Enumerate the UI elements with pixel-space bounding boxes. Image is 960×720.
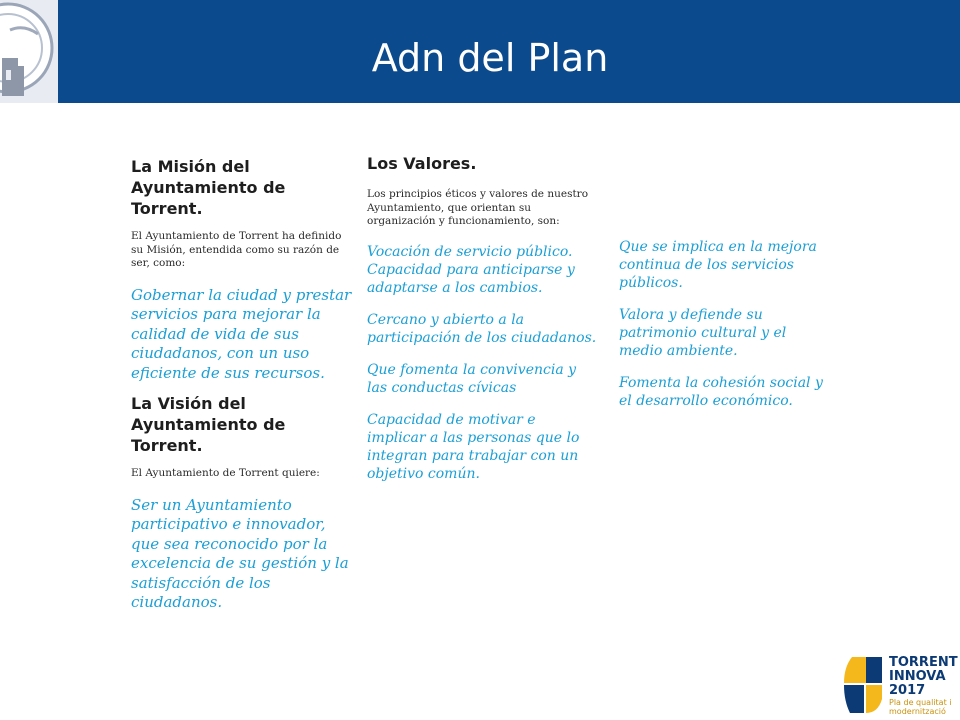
- valor-item: Capacidad para anticiparse y adaptarse a los cambios.: [367, 261, 575, 296]
- vision-statement: Ser un Ayuntamiento participativo e innovador, que sea reconocido por la excelencia de su gestión y la satisfacción de los ciudadanos.: [131, 495, 349, 611]
- valor-item: Valora y defiende su patrimonio cultural y el medio ambiente.: [619, 307, 787, 359]
- valor-item: Capacidad de motivar e implicar a las personas que lo integran para trabajar con un objetivo común.: [367, 411, 580, 482]
- valor-item: Que se implica en la mejora continua de los servicios públicos.: [619, 239, 817, 291]
- valor-item: Cercano y abierto a la participación de los ciudadanos.: [367, 311, 597, 346]
- valor-item: Fomenta la cohesión social y el desarrollo económico.: [619, 375, 823, 409]
- column-valores: [367, 153, 597, 483]
- brand-line-pla: Pla de qualitat i: [889, 698, 952, 707]
- column-mision-vision: [131, 156, 356, 613]
- brand-line-innova: INNOVA: [889, 669, 946, 684]
- brand-line-year: 2017: [889, 683, 926, 698]
- valores-intro: Los principios éticos y valores de nuestro Ayuntamiento, que orientan su organización y funcionamiento, son:: [367, 188, 589, 227]
- slide-header: [0, 0, 960, 103]
- brand-line-torrent: TORRENT: [889, 655, 958, 670]
- mision-statement: Gobernar la ciudad y prestar servicios para mejorar la calidad de vida de sus ciudadanos, con un uso eficiente de sus recursos.: [131, 285, 352, 382]
- column-valores-cont: [619, 238, 834, 410]
- vision-heading: La Visión del Ayuntamiento de Torrent.: [131, 394, 286, 455]
- valor-item: Que fomenta la convivencia y las conductas cívicas: [367, 361, 577, 396]
- valor-item: Vocación de servicio público.: [367, 243, 573, 260]
- mision-heading: La Misión del Ayuntamiento de Torrent.: [131, 157, 286, 218]
- brand-line-modernitzacio: modernització: [889, 707, 946, 716]
- mision-intro: El Ayuntamiento de Torrent ha definido su Misión, entendida como su razón de ser, como:: [131, 230, 342, 269]
- valores-heading: Los Valores.: [367, 154, 477, 173]
- vision-intro: El Ayuntamiento de Torrent quiere:: [131, 467, 320, 479]
- slide-title: Adn del Plan: [371, 36, 609, 80]
